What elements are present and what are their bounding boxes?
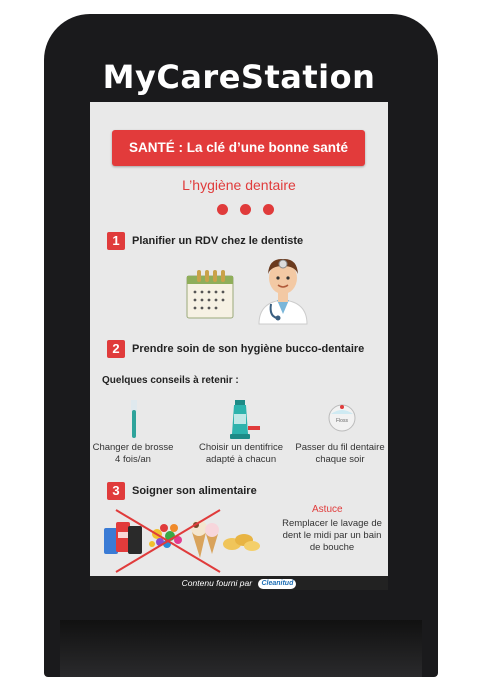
footer-text: Contenu fourni par: [181, 578, 253, 588]
kiosk-screen: [90, 102, 388, 590]
carousel-dots: [217, 204, 277, 216]
footer: [90, 576, 388, 590]
toothbrush-icon: [128, 400, 140, 438]
app-title: MyCareStation: [102, 58, 376, 96]
tips-heading: Quelques conseils à retenir :: [102, 375, 239, 386]
kiosk-base: [60, 620, 422, 677]
carousel-dot[interactable]: [263, 204, 274, 215]
svg-text:Floss: Floss: [336, 418, 348, 424]
step-2-number: 2: [107, 340, 125, 358]
tip-3-label: Passer du fil dentaire chaque soir: [295, 442, 385, 465]
astuce-text: Remplacer le lavage de dent le midi par un bain de bouche: [282, 518, 382, 553]
step-2-label: Prendre soin de son hygiène bucco-dentaire: [132, 343, 365, 355]
dentist-icon: [255, 254, 311, 324]
footer-brand-logo[interactable]: Cleanitud: [258, 579, 296, 589]
dental-floss-icon: [328, 404, 356, 432]
astuce-title: Astuce: [312, 504, 343, 515]
tip-1-label: Changer de brosse 4 fois/an: [92, 442, 174, 465]
sugary-food-icon: [102, 508, 272, 574]
step-3-number: 3: [107, 482, 125, 500]
tip-2-label: Choisir un dentifrice adapté à chacun: [199, 442, 283, 465]
calendar-icon: [185, 270, 235, 320]
step-3-label: Soigner son alimentaire: [132, 485, 257, 497]
health-banner: SANTÉ : La clé d’une bonne santé: [112, 130, 365, 166]
page-subtitle: L’hygiène dentaire: [182, 177, 296, 193]
step-1-number: 1: [107, 232, 125, 250]
step-1-label: Planifier un RDV chez le dentiste: [132, 235, 304, 247]
carousel-dot[interactable]: [240, 204, 251, 215]
carousel-dot[interactable]: [217, 204, 228, 215]
toothpaste-icon: [230, 400, 262, 440]
